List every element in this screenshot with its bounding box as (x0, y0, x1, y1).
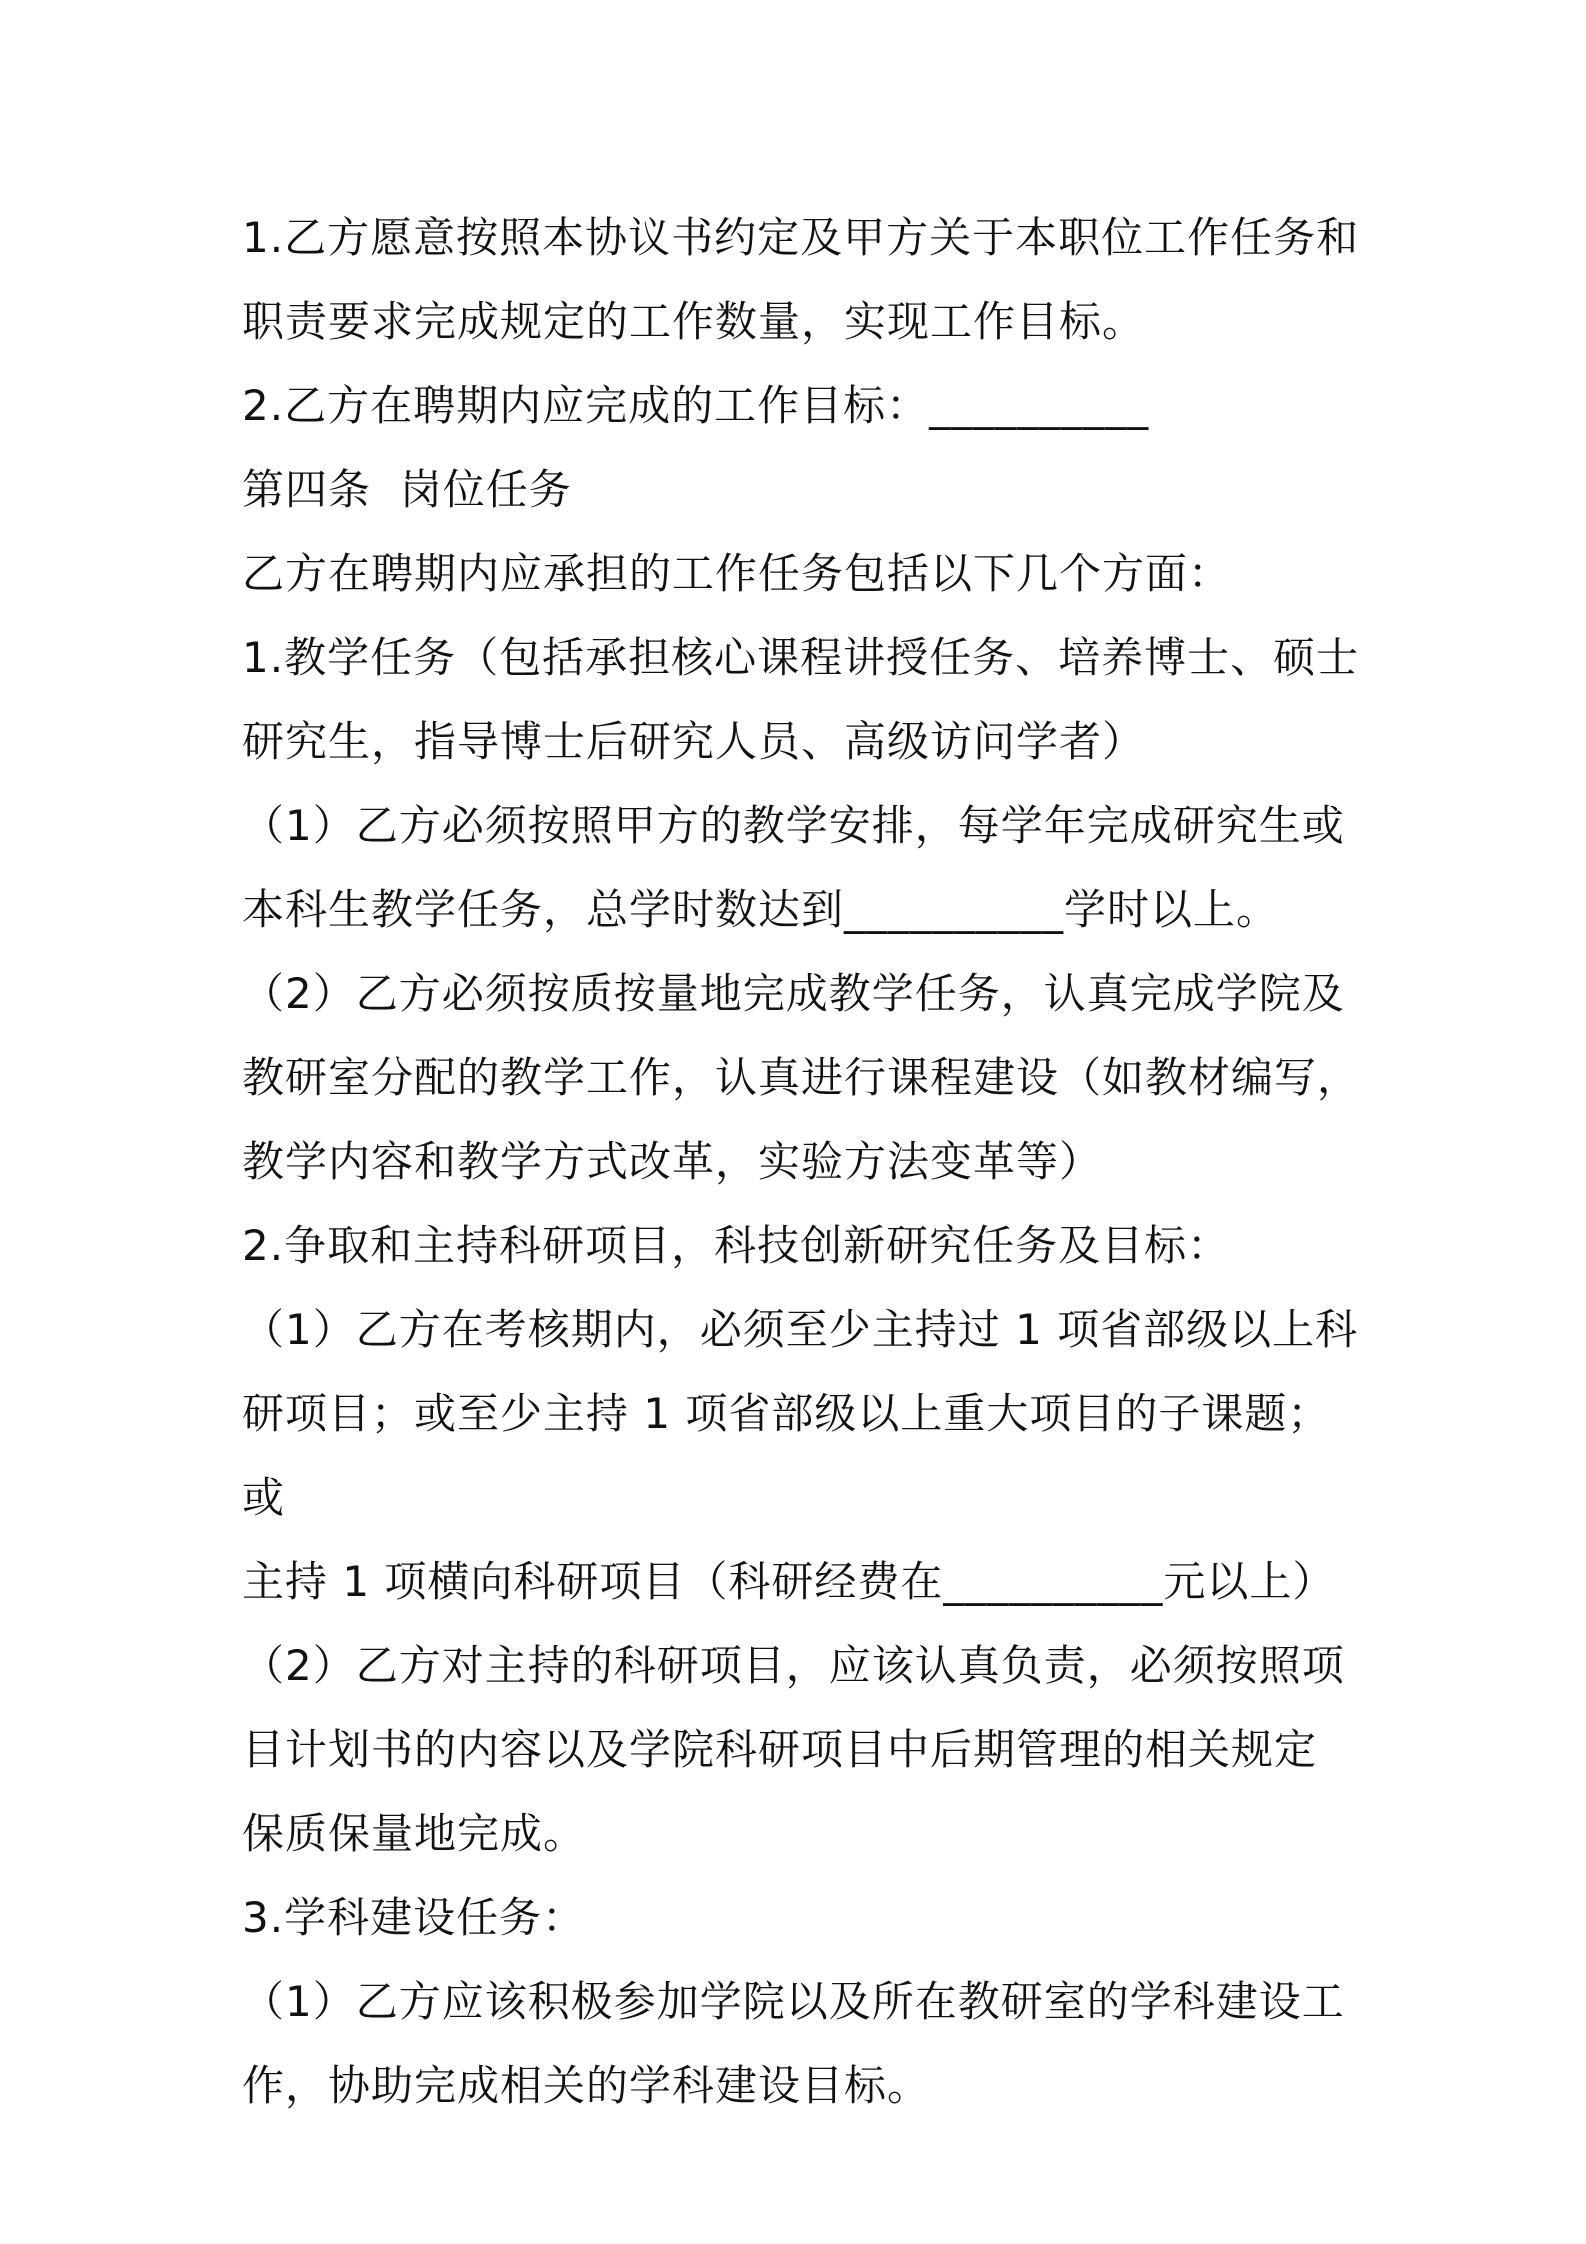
teaching-task-line-1: 1.教学任务（包括承担核心课程讲授任务、培养博士、硕士 (242, 633, 1360, 682)
research-sub-2-line-3: 保质保量地完成。 (242, 1809, 587, 1858)
clause-1-line-1: 1.乙方愿意按照本协议书约定及甲方关于本职位工作任务和 (242, 213, 1360, 262)
research-sub-1-line-1: （1）乙方在考核期内，必须至少主持过 1 项省部级以上科 (242, 1305, 1359, 1354)
clause-1-line-2: 职责要求完成规定的工作数量，实现工作目标。 (242, 297, 1146, 346)
teaching-sub-2-line-3: 教学内容和教学方式改革，实验方法变革等） (242, 1137, 1103, 1186)
clause-2-line-1: 2.乙方在聘期内应完成的工作目标：__________ (242, 381, 1150, 430)
research-sub-1-line-2: 研项目；或至少主持 1 项省部级以上重大项目的子课题；或 (242, 1389, 1331, 1522)
article-4-heading: 第四条 岗位任务 (242, 465, 572, 514)
research-task-heading: 2.争取和主持科研项目，科技创新研究任务及目标： (242, 1221, 1231, 1270)
teaching-sub-2-line-2: 教研室分配的教学工作，认真进行课程建设（如教材编写， (242, 1053, 1361, 1102)
teaching-sub-1-line-1: （1）乙方必须按照甲方的教学安排，每学年完成研究生或 (242, 801, 1345, 850)
discipline-sub-1-line-2: 作，协助完成相关的学科建设目标。 (242, 2061, 931, 2110)
research-sub-1-line-3: 主持 1 项横向科研项目（科研经费在__________元以上） (242, 1557, 1336, 1606)
teaching-task-line-2: 研究生，指导博士后研究人员、高级访问学者） (242, 717, 1146, 766)
teaching-sub-1-line-2: 本科生教学任务，总学时数达到__________学时以上。 (242, 885, 1280, 934)
teaching-sub-2-line-1: （2）乙方必须按质按量地完成教学任务，认真完成学院及 (242, 969, 1345, 1018)
research-sub-2-line-1: （2）乙方对主持的科研项目，应该认真负责，必须按照项 (242, 1641, 1345, 1690)
research-sub-2-line-2: 目计划书的内容以及学院科研项目中后期管理的相关规定 (242, 1725, 1318, 1774)
discipline-task-heading: 3.学科建设任务： (242, 1893, 586, 1942)
discipline-sub-1-line-1: （1）乙方应该积极参加学院以及所在教研室的学科建设工 (242, 1977, 1345, 2026)
document-body (242, 196, 1362, 2128)
article-4-intro: 乙方在聘期内应承担的工作任务包括以下几个方面： (242, 549, 1232, 598)
